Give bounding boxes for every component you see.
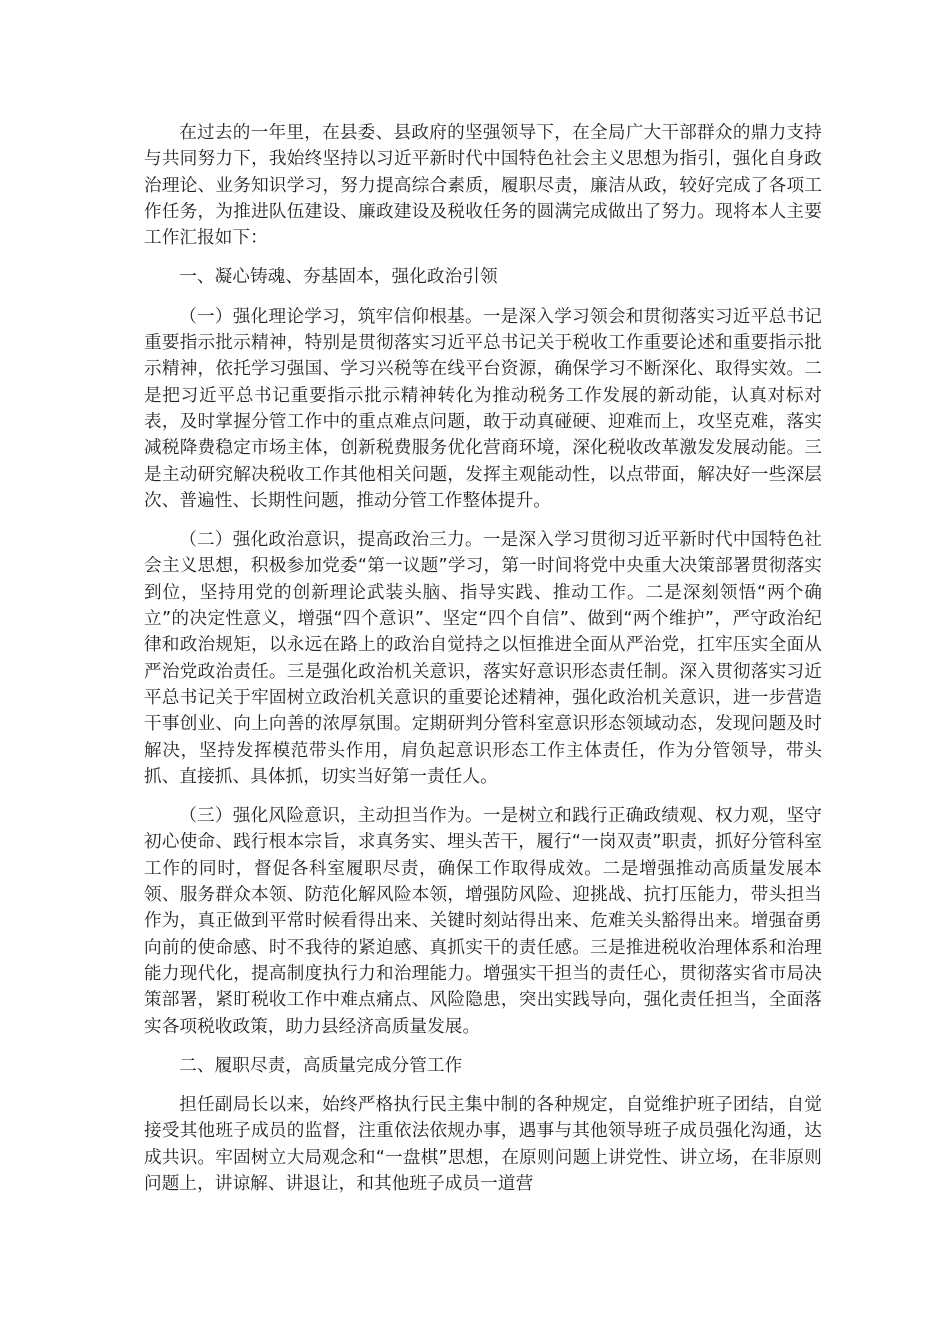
section-2-paragraph: 担任副局长以来，始终严格执行民主集中制的各种规定，自觉维护班子团结，自觉接受其他班子成员的监督，注重依法依规办事，遇事与其他领导班子成员强化沟通，达成共识。牢固树立大局观念和“一盘棋”思想，在原则问题上讲党性、讲立场，在非原则问题上，讲谅解、讲退让，和其他班子成员一道营 — [144, 1095, 822, 1194]
subsection-paragraph-3: （三）强化风险意识，主动担当作为。一是树立和践行正确政绩观、权力观，坚守初心使命、践行根本宗旨，求真务实、埋头苦干，履行“一岗双责”职责，抓好分管科室工作的同时，督促各科室履职尽责，确保工作取得成效。二是增强推动高质量发展本领、服务群众本领、防范化解风险本领，增强防风险、迎挑战、抗打压能力，带头担当作为，真正做到平常时候看得出来、关键时刻站得出来、危难关头豁得出来。增强奋勇向前的使命感、时不我待的紧迫感、真抓实干的责任感。三是推进税收治理体系和治理能力现代化，提高制度执行力和治理能力。增强实干担当的责任心，贯彻落实省市局决策部署，紧盯税收工作中难点痛点、风险隐患，突出实践导向，强化责任担当，全面落实各项税收政策，助力县经济高质量发展。 — [144, 806, 822, 1037]
document-page — [144, 120, 822, 1210]
subsection-paragraph-2: （二）强化政治意识，提高政治三力。一是深入学习贯彻习近平新时代中国特色社会主义思想，积极参加党委“第一议题”学习，第一时间将党中央重大决策部署贯彻落实到位，坚持用党的创新理论武装头脑、指导实践、推动工作。二是深刻领悟“两个确立”的决定性意义，增强“四个意识”、坚定“四个自信”、做到“两个维护”，严守政治纪律和政治规矩，以永远在路上的政治自觉持之以恒推进全面从严治党，扛牢压实全面从严治党政治责任。三是强化政治机关意识，落实好意识形态责任制。深入贯彻落实习近平总书记关于牢固树立政治机关意识的重要论述精神，强化政治机关意识，进一步营造干事创业、向上向善的浓厚氛围。定期研判分管科室意识形态领域动态，发现问题及时解决，坚持发挥模范带头作用，肩负起意识形态工作主体责任，作为分管领导，带头抓、直接抓、具体抓，切实当好第一责任人。 — [144, 530, 822, 787]
section-heading-1: 一、凝心铸魂、夯基固本，强化政治引领 — [179, 267, 498, 288]
section-heading-2: 二、履职尽责，高质量完成分管工作 — [179, 1055, 463, 1076]
intro-paragraph: 在过去的一年里，在县委、县政府的坚强领导下，在全局广大干部群众的鼎力支持与共同努力下，我始终坚持以习近平新时代中国特色社会主义思想为指引，强化自身政治理论、业务知识学习，努力提高综合素质，履职尽责，廉洁从政，较好完成了各项工作任务，为推进队伍建设、廉政建设及税收任务的圆满完成做出了努力。现将本人主要工作汇报如下： — [144, 123, 822, 249]
subsection-paragraph-1: （一）强化理论学习，筑牢信仰根基。一是深入学习领会和贯彻落实习近平总书记重要指示批示精神，特别是贯彻落实习近平总书记关于税收工作重要论述和重要指示批示精神，依托学习强国、学习兴税等在线平台资源，确保学习不断深化、取得实效。二是把习近平总书记重要指示批示精神转化为推动税务工作发展的新动能，认真对标对表，及时掌握分管工作中的重点难点问题，敢于动真碰硬、迎难而上，攻坚克难，落实减税降费稳定市场主体，创新税费服务优化营商环境，深化税收改革激发发展动能。三是主动研究解决税收工作其他相关问题，发挥主观能动性，以点带面，解决好一些深层次、普遍性、长期性问题，推动分管工作整体提升。 — [144, 306, 822, 511]
